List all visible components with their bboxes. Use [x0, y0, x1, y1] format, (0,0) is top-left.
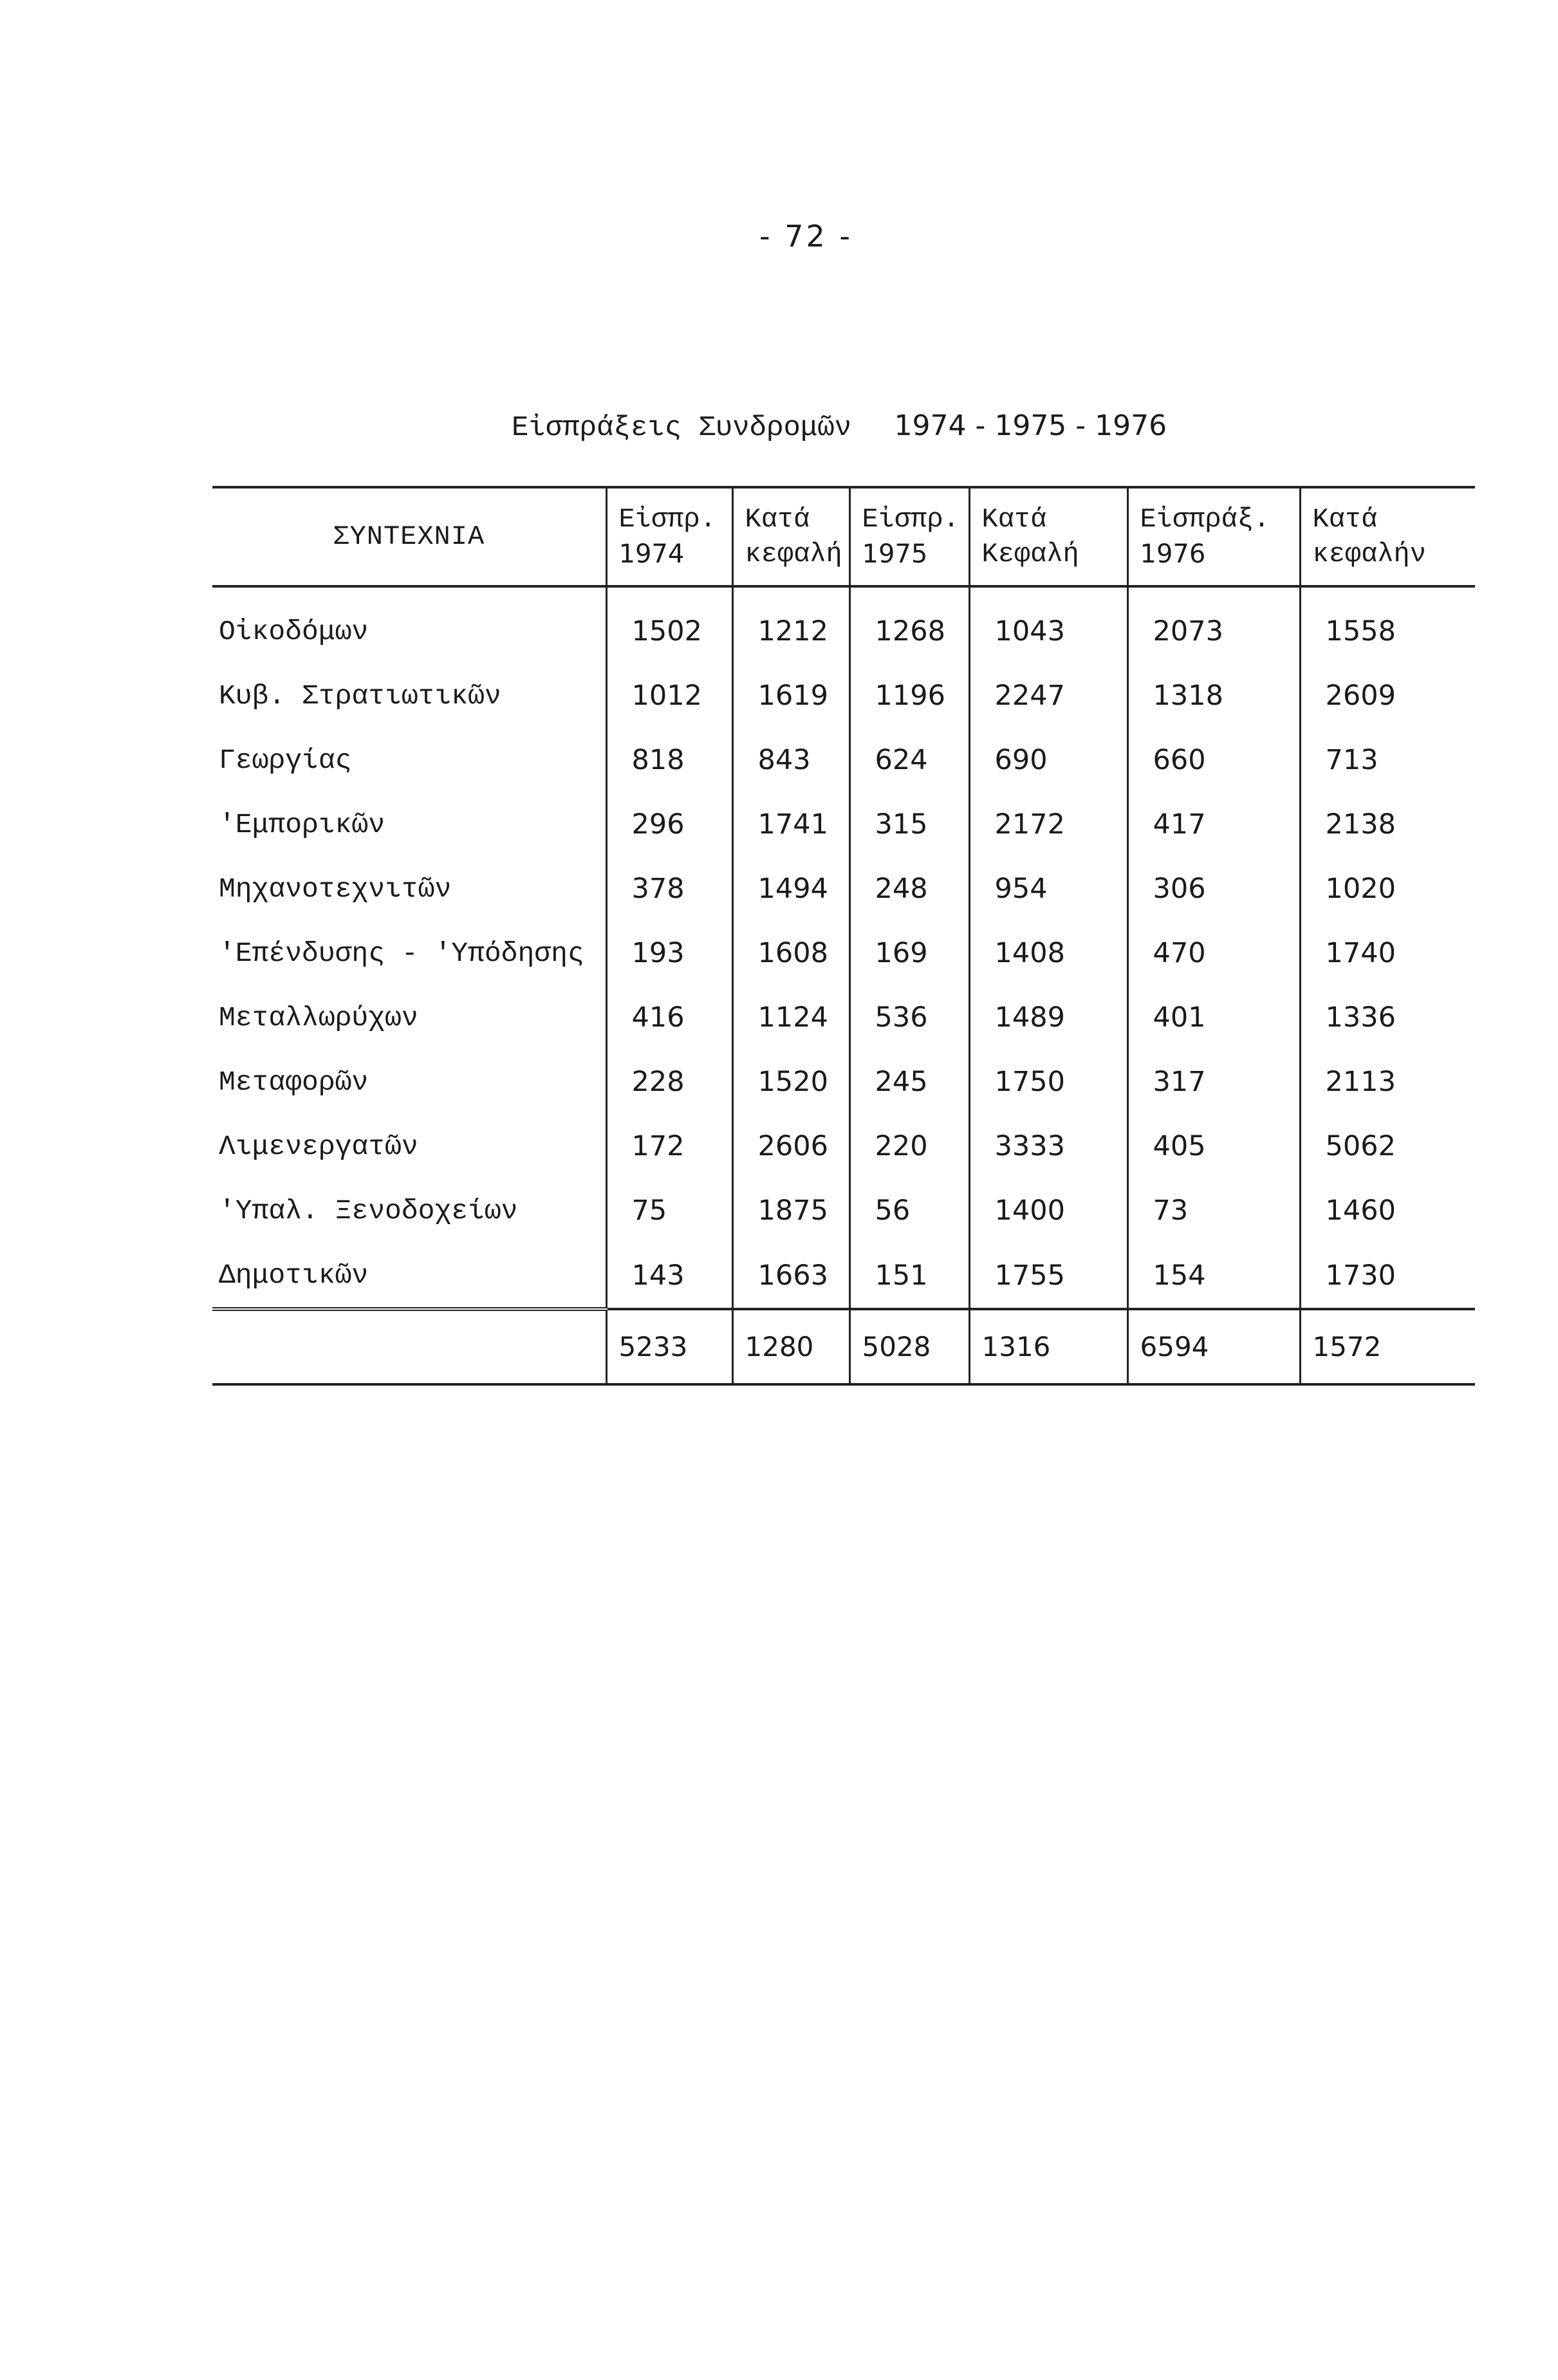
- value-cell: 416: [606, 985, 732, 1050]
- value-cell: 1740: [1300, 921, 1475, 985]
- spacer-row: [212, 586, 1475, 599]
- union-name-cell: 'Επένδυσης - 'Υπόδησης: [219, 937, 584, 969]
- header-receipts-1976: Εἰσπράξ. 1976: [1127, 487, 1300, 586]
- value-cell: 1494: [732, 857, 849, 921]
- value-cell: 143: [606, 1243, 732, 1309]
- value-cell: 2113: [1300, 1050, 1475, 1114]
- table-row: [212, 1114, 1475, 1178]
- value-cell: 536: [849, 985, 969, 1050]
- union-name-cell: Κυβ. Στρατιωτικῶν: [219, 680, 501, 712]
- value-cell: 660: [1127, 728, 1300, 792]
- value-cell: 172: [606, 1114, 732, 1178]
- union-name-cell: Γεωργίας: [219, 744, 352, 776]
- union-name-cell: Μεταλλωρύχων: [219, 1001, 418, 1034]
- value-cell: 954: [969, 857, 1127, 921]
- table-row: [212, 985, 1475, 1050]
- union-name-cell: Μεταφορῶν: [219, 1066, 369, 1098]
- value-cell: 1608: [732, 921, 849, 985]
- totals-row: [212, 1309, 1475, 1384]
- value-cell: 470: [1127, 921, 1300, 985]
- value-cell: 401: [1127, 985, 1300, 1050]
- value-cell: 713: [1300, 728, 1475, 792]
- value-cell: 1750: [969, 1050, 1127, 1114]
- value-cell: 315: [849, 792, 969, 857]
- table-row: [212, 792, 1475, 857]
- value-cell: 1502: [606, 599, 732, 664]
- value-cell: 1520: [732, 1050, 849, 1114]
- header-receipts-1974: Εἰσπρ. 1974: [606, 487, 732, 586]
- value-cell: 1460: [1300, 1178, 1475, 1243]
- union-name-cell: Δημοτικῶν: [219, 1259, 369, 1291]
- value-cell: 2073: [1127, 599, 1300, 664]
- totals-label: [212, 1309, 606, 1384]
- value-cell: 1012: [606, 664, 732, 728]
- page-number: - 72 -: [759, 219, 853, 254]
- header-receipts-1975: Εἰσπρ. 1975: [849, 487, 969, 586]
- value-cell: 154: [1127, 1243, 1300, 1309]
- union-name-cell: Μηχανοτεχνιτῶν: [219, 873, 452, 905]
- value-cell: 417: [1127, 792, 1300, 857]
- value-cell: 2606: [732, 1114, 849, 1178]
- value-cell: 1408: [969, 921, 1127, 985]
- value-cell: 296: [606, 792, 732, 857]
- value-cell: 2172: [969, 792, 1127, 857]
- value-cell: 1663: [732, 1243, 849, 1309]
- total-receipts-1976: 6594: [1127, 1309, 1300, 1384]
- value-cell: 405: [1127, 1114, 1300, 1178]
- value-cell: 1619: [732, 664, 849, 728]
- value-cell: 220: [849, 1114, 969, 1178]
- value-cell: 317: [1127, 1050, 1300, 1114]
- table-row: [212, 664, 1475, 728]
- value-cell: 56: [849, 1178, 969, 1243]
- union-name-cell: Οἰκοδόμων: [219, 615, 369, 647]
- value-cell: 1196: [849, 664, 969, 728]
- totals-body: [212, 1309, 1475, 1384]
- total-per-capita-1974: 1280: [732, 1309, 849, 1384]
- value-cell: 1558: [1300, 599, 1475, 664]
- value-cell: 2609: [1300, 664, 1475, 728]
- value-cell: 624: [849, 728, 969, 792]
- total-receipts-1975: 5028: [849, 1309, 969, 1384]
- total-per-capita-1976: 1572: [1300, 1309, 1475, 1384]
- value-cell: 1489: [969, 985, 1127, 1050]
- header-per-capita-1974: Κατά κεφαλή: [732, 487, 849, 586]
- dues-table: [212, 486, 1475, 1386]
- table-row: [212, 1050, 1475, 1114]
- value-cell: 1741: [732, 792, 849, 857]
- document-title: [512, 409, 1167, 444]
- header-union: ΣΥΝΤΕΧΝΙΑ: [212, 487, 606, 586]
- value-cell: 378: [606, 857, 732, 921]
- value-cell: 1043: [969, 599, 1127, 664]
- total-per-capita-1975: 1316: [969, 1309, 1127, 1384]
- value-cell: 245: [849, 1050, 969, 1114]
- union-name-cell: 'Υπαλ. Ξενοδοχείων: [219, 1195, 518, 1227]
- value-cell: 75: [606, 1178, 732, 1243]
- value-cell: 3333: [969, 1114, 1127, 1178]
- table-row: [212, 728, 1475, 792]
- dues-table-wrapper: [212, 486, 1475, 1386]
- value-cell: 169: [849, 921, 969, 985]
- table-row: [212, 921, 1475, 985]
- value-cell: 5062: [1300, 1114, 1475, 1178]
- value-cell: 228: [606, 1050, 732, 1114]
- value-cell: 151: [849, 1243, 969, 1309]
- value-cell: 1268: [849, 599, 969, 664]
- value-cell: 248: [849, 857, 969, 921]
- table-row: [212, 1243, 1475, 1309]
- value-cell: 73: [1127, 1178, 1300, 1243]
- value-cell: 843: [732, 728, 849, 792]
- table-row: [212, 599, 1475, 664]
- table-row: [212, 1178, 1475, 1243]
- value-cell: 818: [606, 728, 732, 792]
- total-receipts-1974: 5233: [606, 1309, 732, 1384]
- title-years: 1974 - 1975 - 1976: [894, 409, 1167, 442]
- union-name-cell: Λιμενεργατῶν: [219, 1130, 418, 1162]
- header-per-capita-1976: Κατά κεφαλήν: [1300, 487, 1475, 586]
- value-cell: 1400: [969, 1178, 1127, 1243]
- value-cell: 1318: [1127, 664, 1300, 728]
- header-row: [212, 487, 1475, 586]
- value-cell: 690: [969, 728, 1127, 792]
- table-row: [212, 857, 1475, 921]
- union-name-cell: 'Εμπορικῶν: [219, 808, 385, 841]
- value-cell: 1336: [1300, 985, 1475, 1050]
- value-cell: 1730: [1300, 1243, 1475, 1309]
- table-body: [212, 586, 1475, 1309]
- value-cell: 1212: [732, 599, 849, 664]
- value-cell: 1124: [732, 985, 849, 1050]
- value-cell: 1020: [1300, 857, 1475, 921]
- header-per-capita-1975: Κατά Κεφαλή: [969, 487, 1127, 586]
- value-cell: 1875: [732, 1178, 849, 1243]
- value-cell: 306: [1127, 857, 1300, 921]
- value-cell: 193: [606, 921, 732, 985]
- title-label: Εἰσπράξεις Συνδρομῶν: [512, 412, 852, 444]
- value-cell: 2138: [1300, 792, 1475, 857]
- value-cell: 1755: [969, 1243, 1127, 1309]
- value-cell: 2247: [969, 664, 1127, 728]
